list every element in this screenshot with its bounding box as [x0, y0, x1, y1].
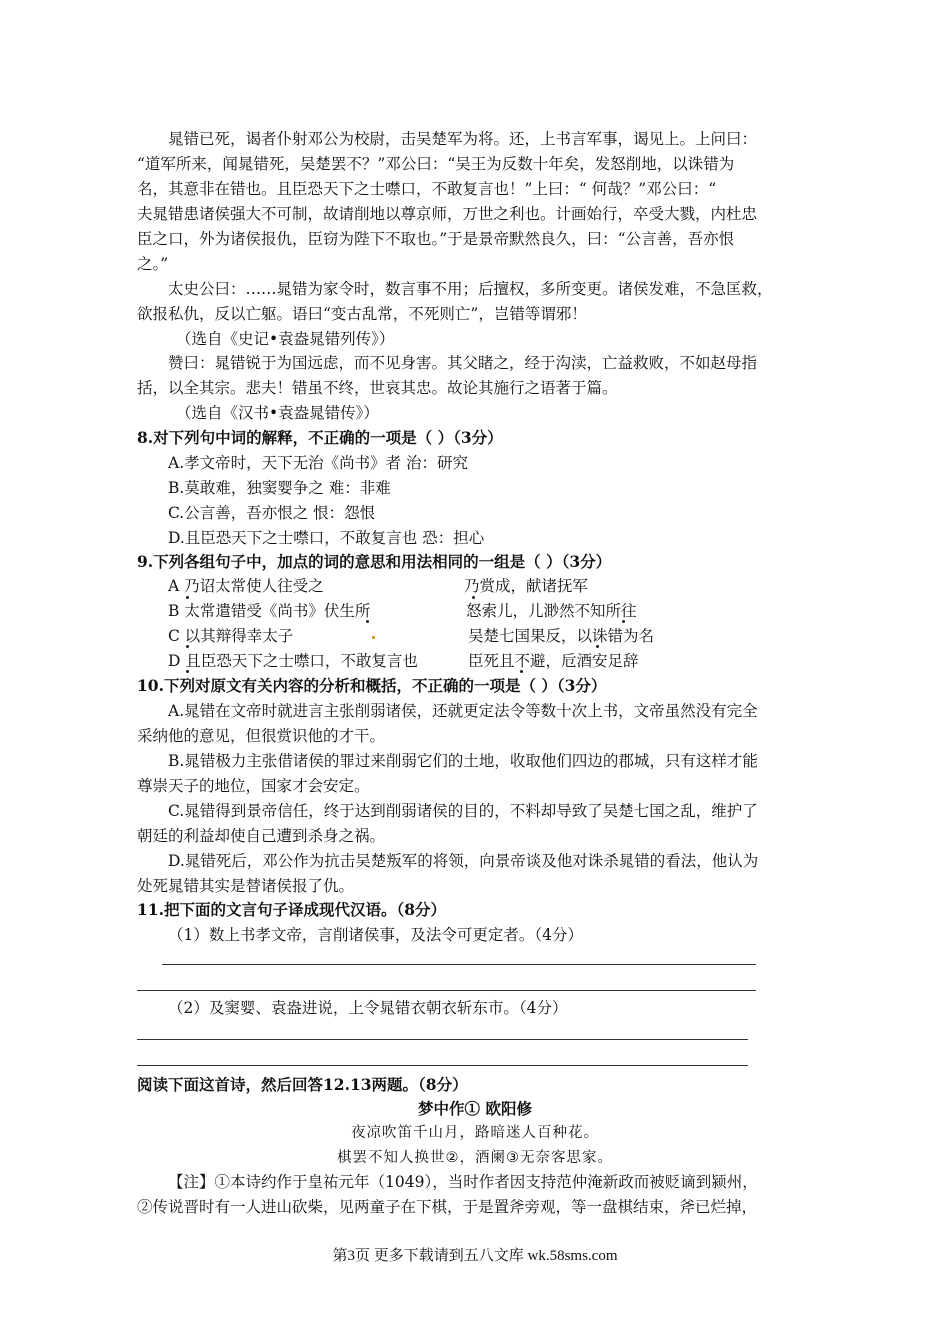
- question-8-option-b: B.莫敢难，独窦婴争之 难：非难: [168, 479, 391, 497]
- poem-line-1: 夜凉吹笛千山月，路暗迷人百种花。: [351, 1125, 599, 1141]
- question-9-row-c-left: C 以其辩得幸太子: [168, 627, 294, 645]
- question-10-option-c-cont: 朝廷的利益却使自己遭到杀身之祸。: [137, 827, 386, 845]
- question-10-option-a: A.晁错在文帝时就进言主张削弱诸侯，还就更定法令等数十次上书，文帝虽然没有完全: [168, 702, 758, 720]
- answer-line: [162, 964, 756, 965]
- answer-line: [137, 1039, 748, 1040]
- question-9-row-a-left: A 乃诏太常使人往受之: [168, 577, 324, 595]
- question-10-option-d: D.晁错死后，邓公作为抗击吴楚叛军的将领，向景帝谈及他对诛杀晁错的看法，他认为: [168, 852, 759, 870]
- question-10-option-a-cont: 采纳他的意见，但很赏识他的才干。: [137, 727, 386, 745]
- passage-line: 名，其意非在错也。且臣恐天下之士噤口，不敢复言也！”上曰：“ 何哉？”邓公曰：“: [137, 180, 717, 198]
- source-citation: （选自《汉书•袁盎晁错传》）: [176, 404, 379, 422]
- poem-section-intro: 阅读下面这首诗，然后回答12.13两题。（8分）: [137, 1075, 468, 1094]
- passage-line: 臣之口，外为诸侯报仇，臣窃为陛下不取也。”于是景帝默然良久，曰：“公言善，吾亦恨: [137, 230, 735, 248]
- passage-line: 之。”: [137, 255, 169, 273]
- passage-line: 晁错已死，谒者仆射邓公为校尉，击吴楚军为将。还，上书言军事，谒见上。上问曰：: [168, 130, 758, 148]
- question-9-row-b-right: 怒索儿，儿渺然不知所往: [466, 602, 637, 620]
- passage-line: 括，以全其宗。悲夫！错虽不终，世哀其忠。故论其施行之语著于篇。: [137, 379, 618, 397]
- question-10-option-b: B.晁错极力主张借诸侯的罪过来削弱它们的土地，收取他们四边的郡城，只有这样才能: [168, 752, 758, 770]
- question-11-item-2: （2）及窦婴、袁盎进说，上令晁错衣朝衣斩东市。（4分）: [168, 999, 568, 1017]
- emphasis-dot: [622, 620, 625, 623]
- emphasis-dot: [186, 670, 189, 673]
- question-11-stem: 11.把下面的文言句子译成现代汉语。（8分）: [137, 900, 447, 919]
- emphasis-dot: [472, 596, 475, 599]
- poem-note-cont: ②传说晋时有一人进山砍柴，见两童子在下棋，于是置斧旁观，等一盘棋结束，斧已烂掉，: [137, 1198, 758, 1216]
- passage-line: 赞曰：晁错锐于为国远虑，而不见身害。其父睹之，经于沟渎，亡益救败，不如赵母指: [168, 354, 758, 372]
- passage-line: 欲报私仇，反以亡躯。语曰“变古乱常，不死则亡”，岂错等谓邪！: [137, 305, 587, 323]
- question-8-option-c: C.公言善，吾亦恨之 恨：怨恨: [168, 504, 376, 522]
- question-9-row-d-right: 臣死且不避，卮酒安足辞: [468, 652, 639, 670]
- question-10-option-b-cont: 尊崇天子的地位，国家才会安定。: [137, 777, 370, 795]
- question-8-stem: 8.对下列句中词的解释，不正确的一项是（ ）（3分）: [137, 428, 503, 447]
- question-8-option-d: D.且臣恐天下之士噤口，不敢复言也 恐：担心: [168, 529, 485, 547]
- question-8-option-a: A.孝文帝时，天下无治《尚书》者 治：研究: [168, 454, 469, 472]
- passage-line: “道军所来，闻晁错死，吴楚罢不？”邓公曰：“吴王为反数十年矣，发怒削地，以诛错为: [137, 155, 735, 173]
- poem-title: 梦中作① 欧阳修: [418, 1099, 532, 1118]
- emphasis-dot: [596, 645, 599, 648]
- question-10-stem: 10.下列对原文有关内容的分析和概括，不正确的一项是（ ）（3分）: [137, 676, 607, 695]
- question-9-row-d-left: D 且臣恐天下之士噤口，不敢复言也: [168, 652, 418, 670]
- question-9-stem: 9.下列各组句子中，加点的词的意思和用法相同的一组是（ ）（3分）: [137, 552, 612, 571]
- answer-line: [137, 990, 756, 991]
- question-11-item-1: （1）数上书孝文帝，言削诸侯事，及法令可更定者。（4分）: [168, 926, 583, 944]
- poem-line-2: 棋罢不知人换世②，酒阑③无奈客思家。: [337, 1150, 613, 1166]
- question-10-option-c: C.晁错得到景帝信任，终于达到削弱诸侯的目的，不料却导致了吴楚七国之乱，维护了: [168, 802, 758, 820]
- answer-line: [137, 1065, 748, 1066]
- passage-line: 太史公曰：……晁错为家令时，数言事不用；后擅权，多所变更。诸侯发难，不急匡救，: [168, 280, 773, 298]
- question-9-row-b-left: B 太常遣错受《尚书》伏生所: [168, 602, 371, 620]
- question-10-option-d-cont: 处死晁错其实是替诸侯报了仇。: [137, 877, 355, 895]
- poem-note: 【注】①本诗约作于皇祐元年（1049），当时作者因支持范仲淹新政而被贬谪到颍州，: [168, 1173, 758, 1191]
- emphasis-dot: [186, 645, 189, 648]
- passage-line: 夫晁错患诸侯强大不可制，故请削地以尊京师，万世之利也。计画始行，卒受大戮，内杜忠: [137, 205, 758, 223]
- emphasis-dot: [186, 596, 189, 599]
- highlight-mark: [372, 636, 375, 639]
- question-9-row-c-right: 吴楚七国果反，以诛错为名: [468, 627, 655, 645]
- emphasis-dot: [520, 670, 523, 673]
- emphasis-dot: [366, 620, 369, 623]
- source-citation: （选自《史记•袁盎晁错列传》）: [176, 330, 395, 348]
- question-9-row-a-right: 乃赏成，献诸抚军: [464, 577, 589, 595]
- page-footer: 第3页 更多下载请到五八文库 wk.58sms.com: [332, 1248, 618, 1264]
